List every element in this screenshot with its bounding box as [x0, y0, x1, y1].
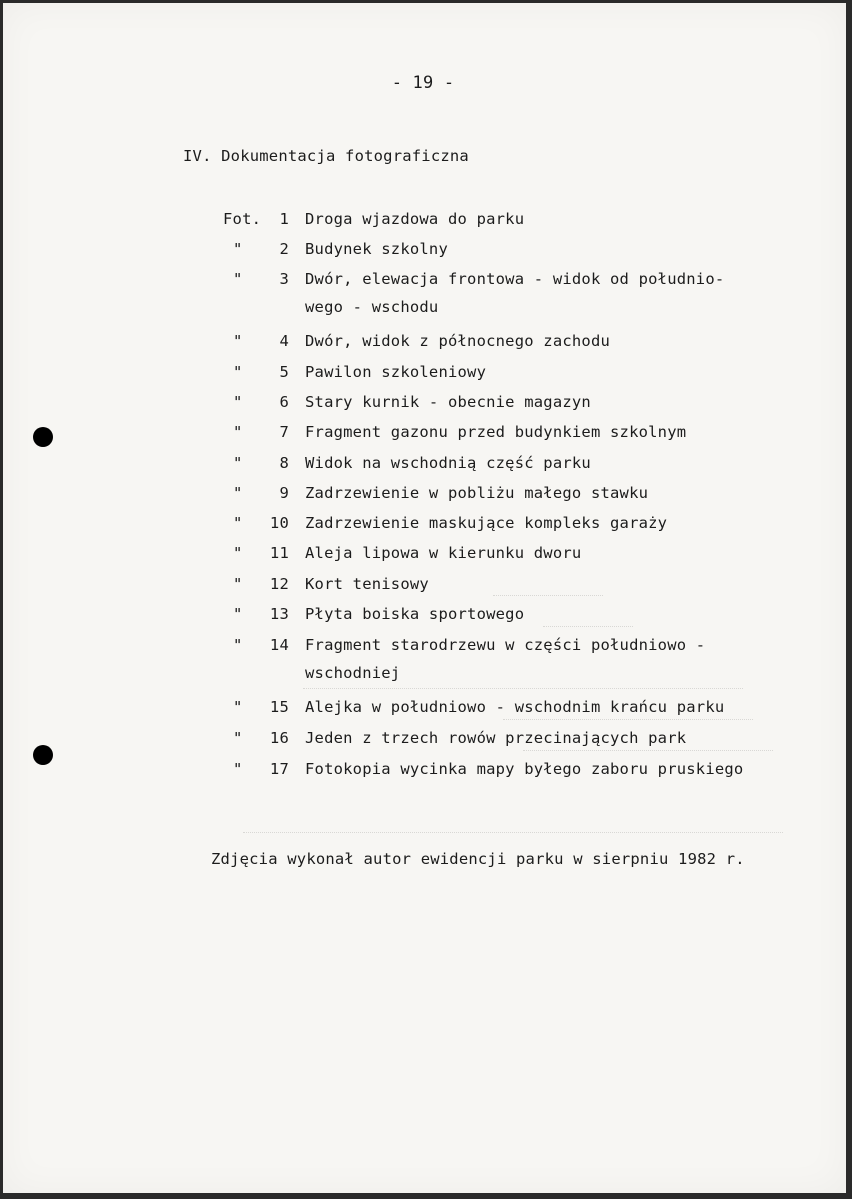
photo-description: Kort tenisowy	[305, 575, 429, 593]
photo-description-continuation: wego - wschodu	[305, 298, 439, 316]
photo-description: Zadrzewienie maskujące kompleks garaży	[305, 514, 668, 532]
photo-number: 5	[279, 363, 289, 381]
page-number: - 19 -	[391, 73, 455, 93]
list-item	[3, 454, 846, 478]
ditto-mark: "	[233, 270, 243, 288]
ditto-mark: "	[233, 393, 243, 411]
photo-number: 15	[269, 698, 289, 716]
photo-number: 14	[269, 636, 289, 654]
ditto-mark: "	[233, 698, 243, 716]
photo-description: Alejka w południowo - wschodnim krańcu parku	[305, 698, 725, 716]
photo-number: 4	[279, 332, 289, 350]
list-item	[3, 393, 846, 417]
list-item	[3, 210, 846, 234]
photo-number: 2	[279, 240, 289, 258]
faint-guide-line	[503, 719, 753, 720]
ditto-mark: "	[233, 484, 243, 502]
section-title: IV. Dokumentacja fotograficzna	[183, 147, 469, 165]
document-page	[3, 3, 846, 1193]
ditto-mark: "	[233, 332, 243, 350]
ditto-mark: "	[233, 729, 243, 747]
photo-description: Stary kurnik - obecnie magazyn	[305, 393, 591, 411]
punch-hole	[33, 427, 53, 447]
photo-number: 16	[269, 729, 289, 747]
ditto-mark: "	[233, 454, 243, 472]
ditto-mark: "	[233, 514, 243, 532]
photo-description: Droga wjazdowa do parku	[305, 210, 525, 228]
ditto-mark: "	[233, 636, 243, 654]
photo-number: 8	[279, 454, 289, 472]
list-item	[3, 760, 846, 784]
photo-description: Dwór, widok z północnego zachodu	[305, 332, 611, 350]
photo-description-continuation: wschodniej	[305, 664, 401, 682]
ditto-mark: "	[233, 575, 243, 593]
typewritten-document	[3, 3, 846, 1193]
photo-description: Widok na wschodnią część parku	[305, 454, 591, 472]
photo-description: Fragment gazonu przed budynkiem szkolnym	[305, 423, 687, 441]
photo-description: Zadrzewienie w pobliżu małego stawku	[305, 484, 649, 502]
photo-number: 13	[269, 605, 289, 623]
photo-description: Dwór, elewacja frontowa - widok od południo-	[305, 270, 725, 288]
photo-description: Pawilon szkoleniowy	[305, 363, 487, 381]
list-item	[3, 363, 846, 387]
ditto-mark: "	[233, 605, 243, 623]
list-item	[3, 270, 846, 316]
footer-note: Zdjęcia wykonał autor ewidencji parku w sierpniu 1982 r.	[211, 850, 745, 868]
photo-number: 7	[279, 423, 289, 441]
photo-number: 17	[269, 760, 289, 778]
photo-description: Fragment starodrzewu w części południowo -	[305, 636, 706, 654]
photo-description: Fotokopia wycinka mapy byłego zaboru pruskiego	[305, 760, 744, 778]
list-item	[3, 636, 846, 682]
punch-hole	[33, 745, 53, 765]
faint-guide-line	[243, 832, 783, 833]
list-item	[3, 605, 846, 629]
photo-number: 1	[279, 210, 289, 228]
photo-list	[3, 3, 846, 1193]
ditto-mark: "	[233, 544, 243, 562]
photo-number: 9	[279, 484, 289, 502]
ditto-mark: "	[233, 363, 243, 381]
ditto-mark: "	[233, 423, 243, 441]
fot-label: Fot.	[223, 210, 262, 228]
list-item	[3, 332, 846, 356]
list-item	[3, 544, 846, 568]
list-item	[3, 514, 846, 538]
faint-guide-line	[493, 595, 603, 596]
photo-number: 11	[269, 544, 289, 562]
photo-number: 10	[269, 514, 289, 532]
ditto-mark: "	[233, 760, 243, 778]
photo-description: Aleja lipowa w kierunku dworu	[305, 544, 582, 562]
photo-description: Budynek szkolny	[305, 240, 448, 258]
list-item	[3, 484, 846, 508]
faint-guide-line	[523, 750, 773, 751]
faint-guide-line	[303, 688, 743, 689]
ditto-mark: "	[233, 240, 243, 258]
photo-description: Jeden z trzech rowów przecinających park	[305, 729, 687, 747]
photo-number: 3	[279, 270, 289, 288]
photo-description: Płyta boiska sportowego	[305, 605, 525, 623]
list-item	[3, 240, 846, 264]
photo-number: 12	[269, 575, 289, 593]
faint-guide-line	[543, 626, 633, 627]
photo-number: 6	[279, 393, 289, 411]
list-item	[3, 423, 846, 447]
list-item	[3, 575, 846, 599]
